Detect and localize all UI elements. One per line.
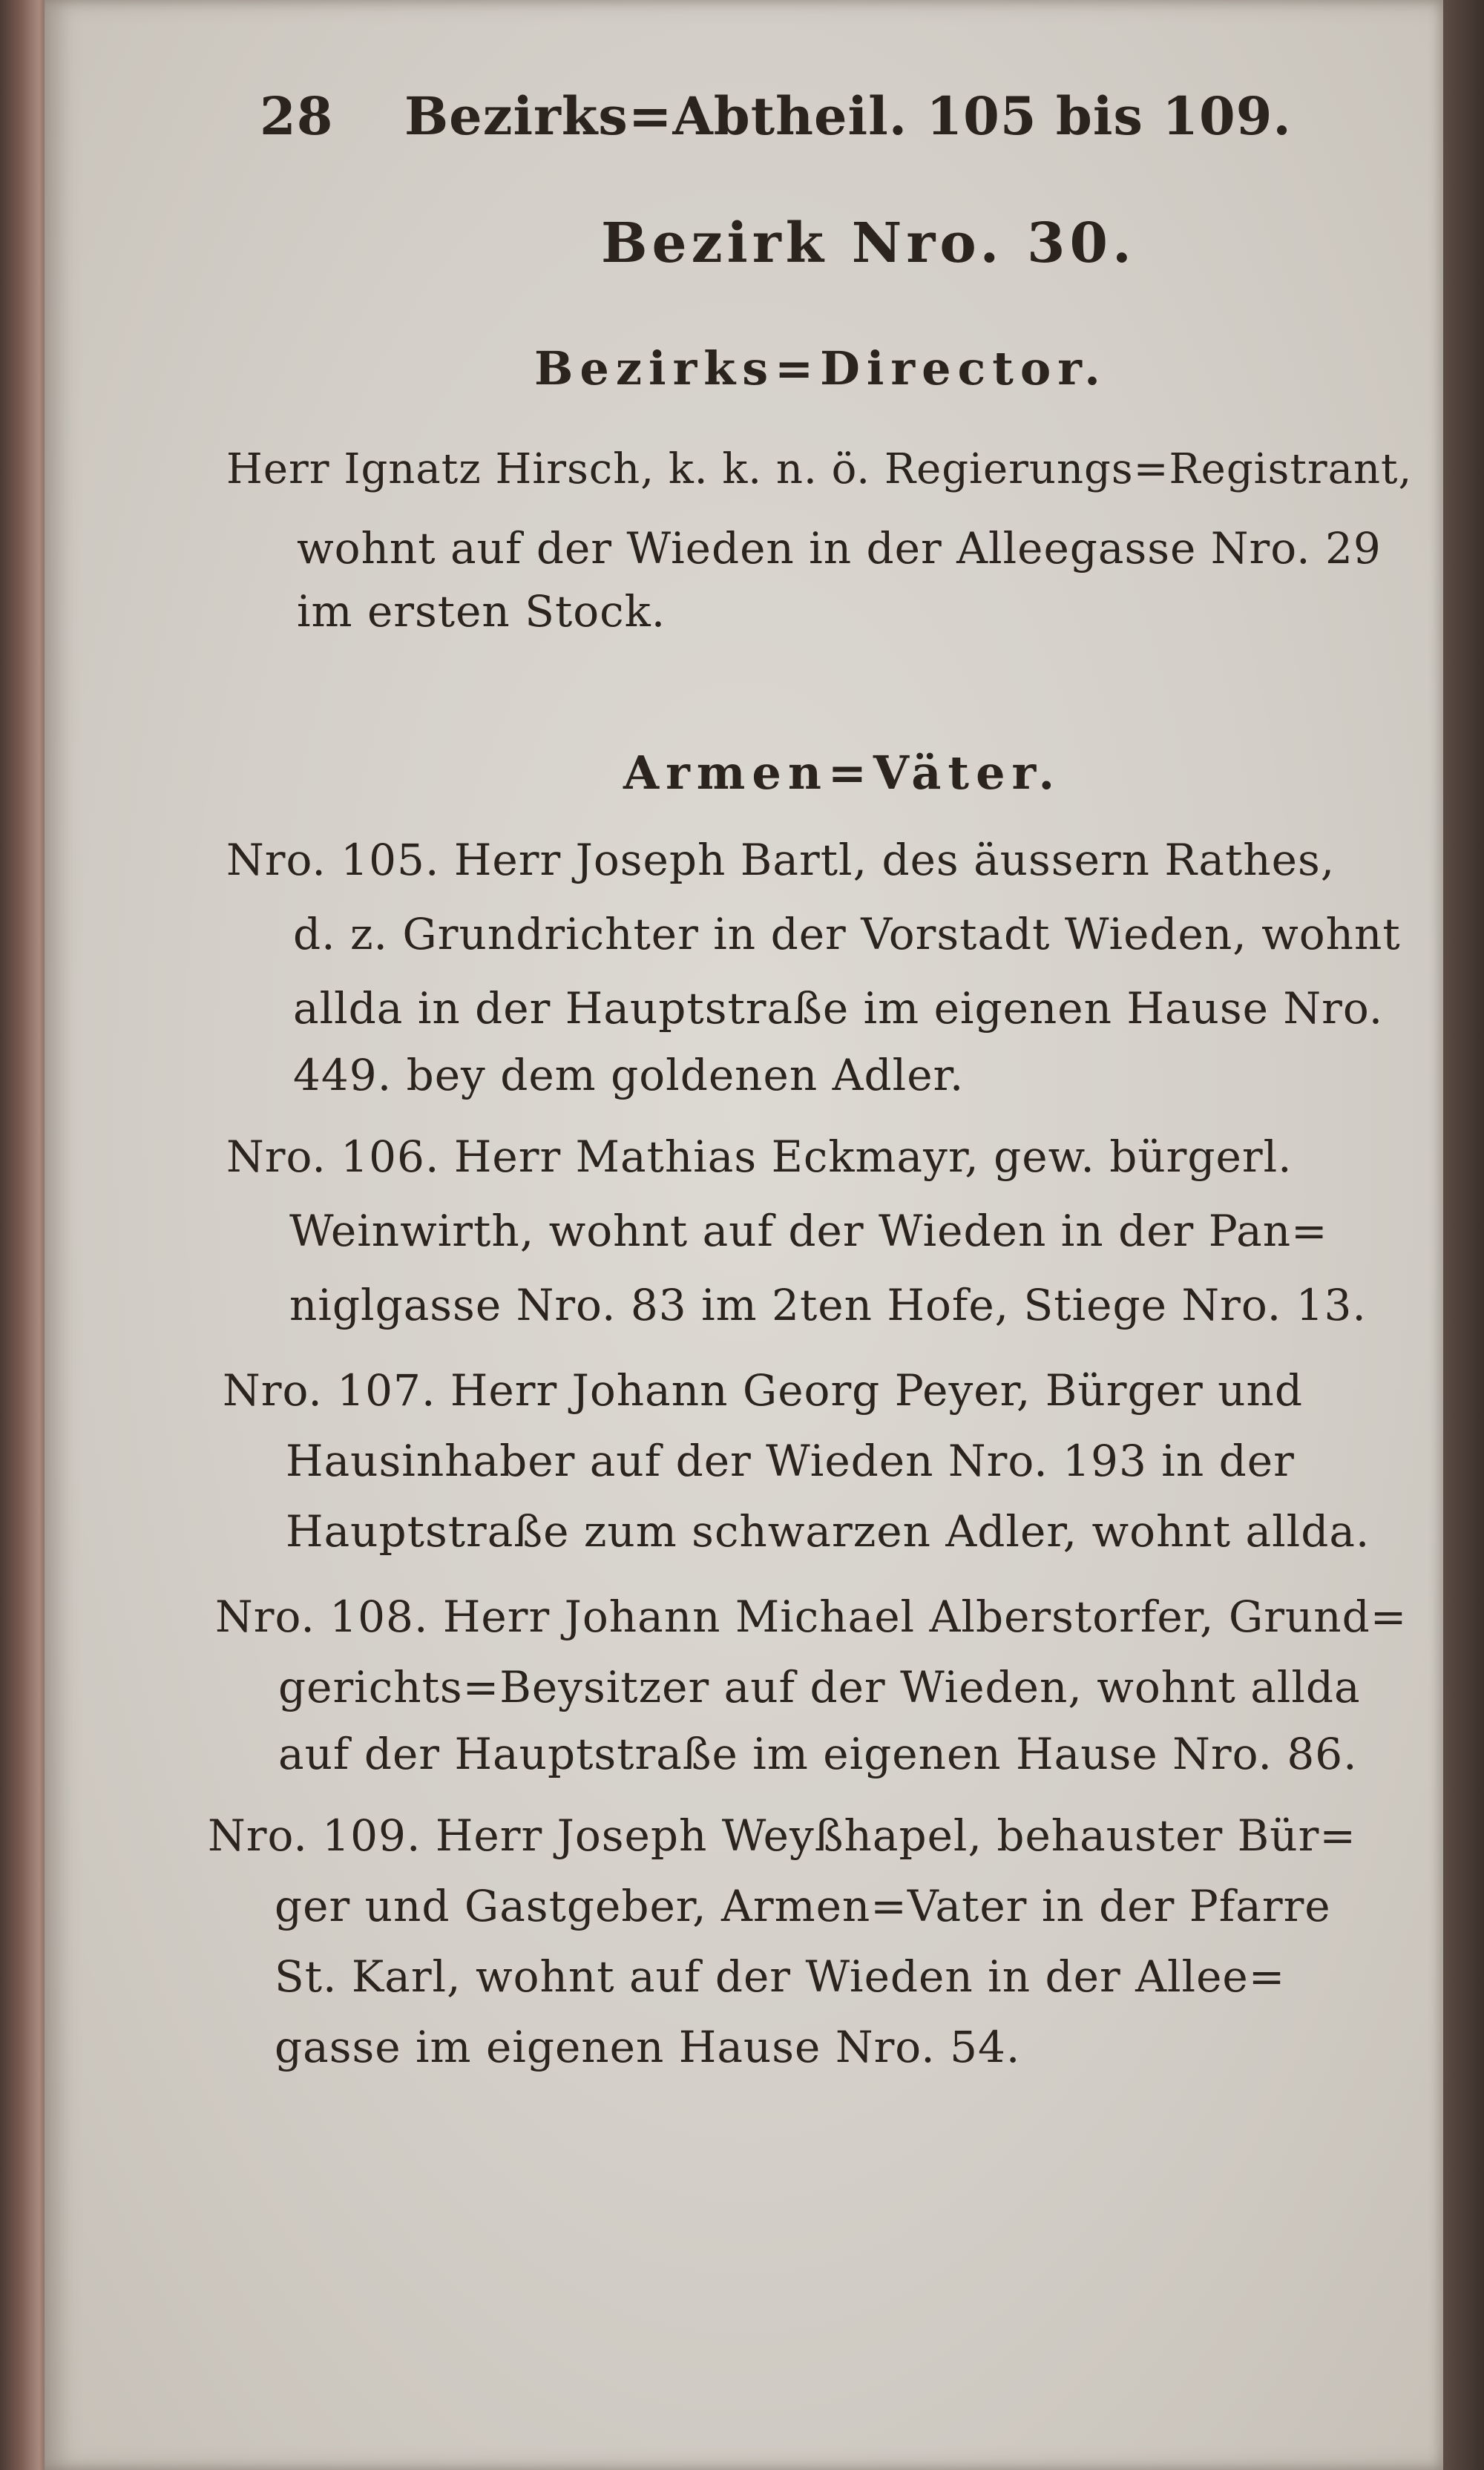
entry-107-line-2: Hausinhaber auf der Wieden Nro. 193 in der — [286, 1436, 1295, 1486]
entry-108-line-3: auf der Hauptstraße im eigenen Hause Nro. 86. — [278, 1729, 1358, 1779]
entry-105-line-2: d. z. Grundrichter in der Vorstadt Wieden, wohnt — [293, 909, 1401, 959]
running-head: Bezirks=Abtheil. 105 bis 109. — [404, 85, 1292, 147]
director-line-2: wohnt auf der Wieden in der Alleegasse Nro. 29 — [297, 523, 1382, 574]
director-line-3: im ersten Stock. — [297, 586, 666, 637]
entry-107-line-3: Hauptstraße zum schwarzen Adler, wohnt allda. — [286, 1506, 1370, 1557]
entry-105-line-4: 449. bey dem goldenen Adler. — [293, 1050, 965, 1100]
page-right-edge — [1443, 0, 1484, 2470]
entry-109-line-3: St. Karl, wohnt auf der Wieden in der Allee= — [275, 1951, 1286, 2002]
entry-106-line-3: niglgasse Nro. 83 im 2ten Hofe, Stiege Nro. 13. — [289, 1280, 1367, 1330]
director-heading: Bezirks=Director. — [534, 341, 1107, 395]
director-line-1: Herr Ignatz Hirsch, k. k. n. ö. Regierungs=Registrant, — [226, 445, 1413, 493]
entry-107-line-1: Nro. 107. Herr Johann Georg Peyer, Bürger und — [223, 1365, 1303, 1416]
entry-108-line-2: gerichts=Beysitzer auf der Wieden, wohnt allda — [278, 1662, 1361, 1712]
page-number: 28 — [260, 85, 334, 147]
district-title: Bezirk Nro. 30. — [601, 211, 1136, 275]
entry-105-line-3: allda in der Hauptstraße im eigenen Hause Nro. — [293, 983, 1384, 1034]
poor-fathers-heading: Armen=Väter. — [623, 746, 1062, 800]
entry-106-line-2: Weinwirth, wohnt auf der Wieden in der Pan= — [289, 1206, 1328, 1256]
entry-109-line-1: Nro. 109. Herr Joseph Weyßhapel, behauster Bür= — [208, 1810, 1356, 1861]
entry-108-line-1: Nro. 108. Herr Johann Michael Alberstorfer, Grund= — [215, 1592, 1408, 1642]
entry-106-line-1: Nro. 106. Herr Mathias Eckmayr, gew. bürgerl. — [226, 1131, 1293, 1182]
entry-109-line-2: ger und Gastgeber, Armen=Vater in der Pfarre — [275, 1881, 1331, 1931]
entry-105-line-1: Nro. 105. Herr Joseph Bartl, des äussern Rathes, — [226, 835, 1336, 885]
entry-109-line-4: gasse im eigenen Hause Nro. 54. — [275, 2022, 1021, 2072]
